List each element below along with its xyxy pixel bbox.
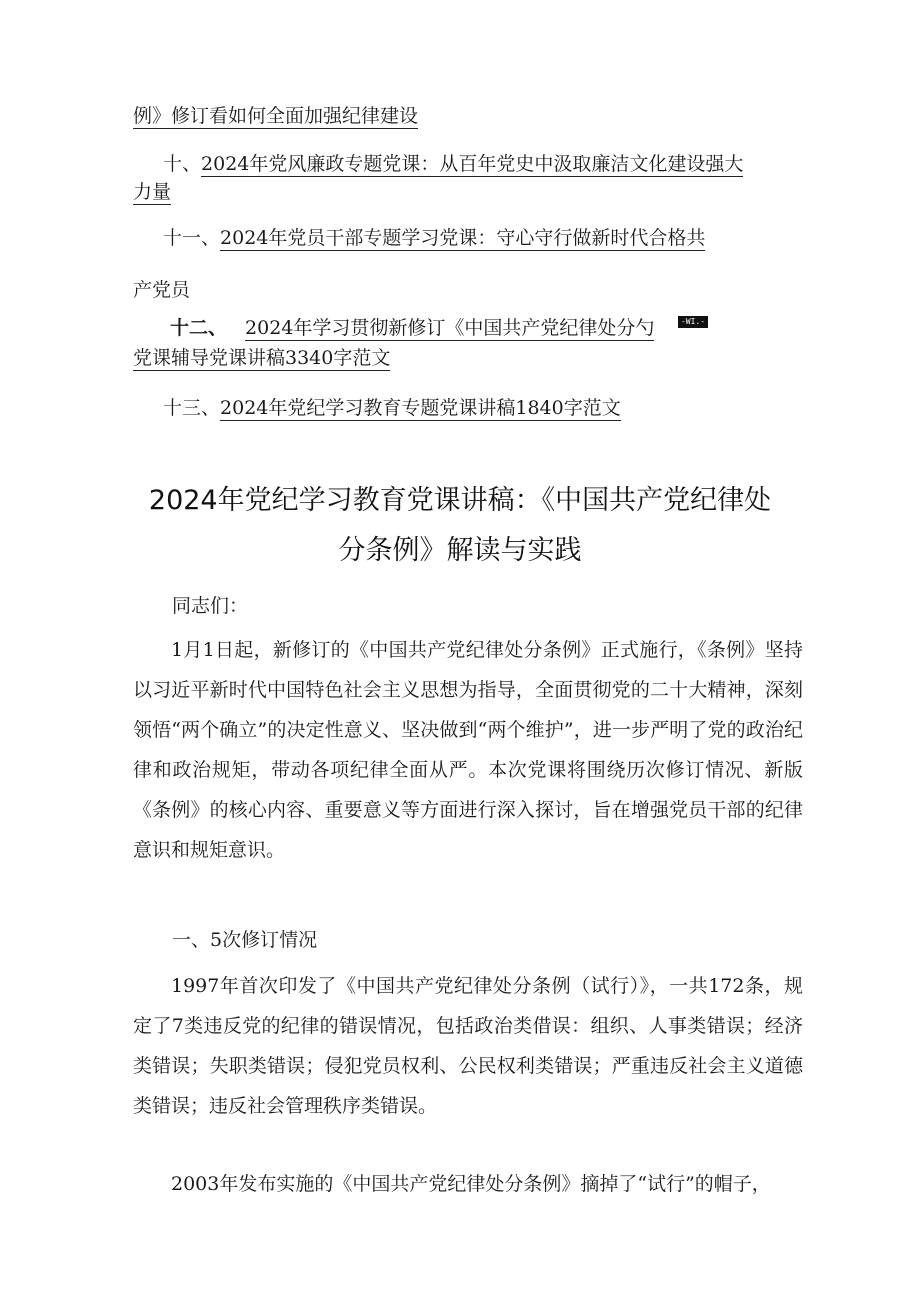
toc-item-11-number: 十一、 — [163, 227, 221, 249]
section-1-heading: 一、5次修订情况 — [172, 929, 318, 951]
toc-item-11-link-cont[interactable]: 产党员 — [133, 279, 191, 301]
toc-item-11-link[interactable]: 2024年党员干部专题学习党课：守心守行做新时代合格共 — [220, 227, 706, 249]
paragraph-1: 1月1日起，新修订的《中国共产党纪律处分条例》正式施行，《条例》坚持以习近平新时代中国特色社会主义思想为指导，全面贯彻党的二十大精神，深刻领悟“两个确立”的决定性意义、坚决做到“两个维护”，进一步严明了党的政治纪律和政治规矩，带动各项纪律全面从严。本次党课将围绕历次修订情况、新版《条例》的核心内容、重要意义等方面进行深入探讨，旨在增强党员干部的纪律意识和规矩意识。 — [133, 639, 803, 861]
toc-item-13[interactable] — [163, 396, 621, 420]
toc-item-12-number: 十二、 — [170, 317, 228, 339]
toc-item-10-link[interactable]: 2024年党风廉政专题党课：从百年党史中汲取廉洁文化建设强大 — [201, 153, 744, 175]
toc-item-10[interactable] — [163, 152, 743, 176]
toc-item-13-number: 十三、 — [163, 397, 221, 419]
paragraph-2: 1997年首次印发了《中国共产党纪律处分条例（试行）》，一共172条，规定了7类违反党的纪律的错误情况，包括政治类借误：组织、人事类错误；经济类错误；失职类错误；侵犯党员权利、公民权利类错误；严重违反社会主义道德类错误；违反社会管理秩序类错误。 — [133, 975, 803, 1117]
toc-item-11[interactable] — [163, 226, 705, 250]
page-marker-box: -WI.- — [678, 316, 708, 328]
toc-item-12[interactable] — [170, 316, 654, 340]
toc-item-12-continued[interactable] — [133, 346, 390, 370]
toc-item-10-link-cont[interactable]: 力量 — [133, 181, 172, 203]
toc-item-10-number: 十、 — [163, 153, 202, 175]
article-title-line-1: 2024年党纪学习教育党课讲稿：《中国共产党纪律处 — [148, 485, 772, 516]
salutation: 同志们： — [172, 595, 249, 617]
paragraph-3: 2003年发布实施的《中国共产党纪律处分条例》摘掉了“试行”的帽子， — [171, 1173, 771, 1195]
toc-item-11-continued[interactable] — [133, 278, 190, 302]
article-title-line-2: 分条例》解读与实践 — [338, 535, 582, 566]
toc-item-12-link-cont[interactable]: 党课辅导党课讲稿3340字范文 — [133, 347, 391, 369]
toc-item-12-link[interactable]: 2024年学习贯彻新修订《中国共产党纪律处分勺 — [245, 317, 655, 339]
toc-item-9-tail[interactable] — [133, 104, 418, 128]
toc-item-9-link[interactable]: 例》修订看如何全面加强纪律建设 — [133, 105, 419, 127]
toc-item-10-continued[interactable] — [133, 180, 171, 204]
toc-item-13-link[interactable]: 2024年党纪学习教育专题党课讲稿1840字范文 — [220, 397, 621, 419]
